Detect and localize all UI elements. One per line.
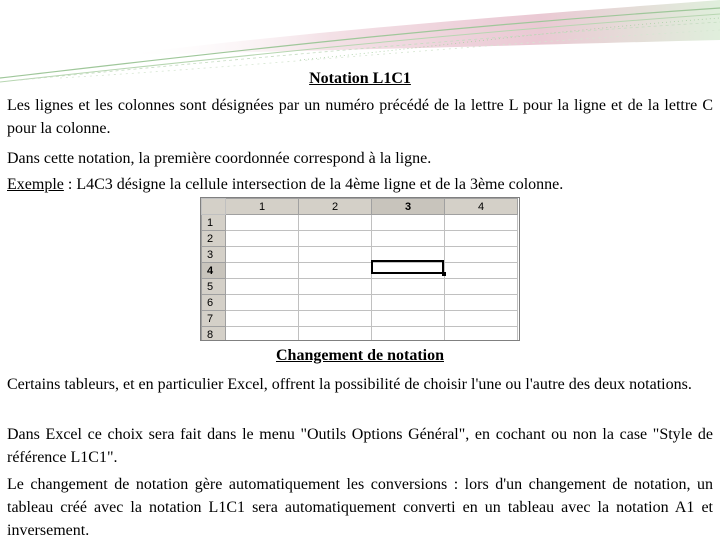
change-paragraph-1: Certains tableurs, et en particulier Excel, offrent la possibilité de choisir l'une ou l'autre des deux notations. xyxy=(7,376,692,393)
cell[interactable] xyxy=(445,231,518,247)
cell[interactable] xyxy=(226,263,299,279)
section-title-notation: Notation L1C1 xyxy=(309,70,411,87)
cell[interactable] xyxy=(445,311,518,327)
cell[interactable] xyxy=(372,279,445,295)
example-paragraph xyxy=(7,173,713,196)
spreadsheet-grid xyxy=(200,197,520,341)
cell[interactable] xyxy=(445,327,518,342)
change-paragraph-2: Dans Excel ce choix sera fait dans le menu "Outils Options Général", en cochant ou non la case "Style de référence L1C1". xyxy=(7,426,713,466)
cell[interactable] xyxy=(445,247,518,263)
example-label: Exemple xyxy=(7,176,64,193)
row-header[interactable]: 5 xyxy=(202,279,226,295)
row-header[interactable]: 7 xyxy=(202,311,226,327)
cell[interactable] xyxy=(226,231,299,247)
row-header[interactable]: 1 xyxy=(202,215,226,231)
column-header[interactable]: 4 xyxy=(445,199,518,215)
active-cell-selection xyxy=(371,260,444,274)
example-text: : L4C3 désigne la cellule intersection de la 4ème ligne et de la 3ème colonne. xyxy=(63,176,564,193)
cell[interactable] xyxy=(299,263,372,279)
cell[interactable] xyxy=(299,247,372,263)
cell[interactable] xyxy=(372,311,445,327)
row-header-active[interactable]: 4 xyxy=(202,263,226,279)
cell[interactable] xyxy=(299,215,372,231)
change-paragraph-3: Le changement de notation gère automatiquement les conversions : lors d'un changement de notation, un tableau créé avec la notation L1C1 sera automatiquement converti en un tableau avec la notation A1 et inversement. xyxy=(7,476,713,539)
spreadsheet-table xyxy=(201,198,518,341)
intro-paragraph-1: Les lignes et les colonnes sont désignées par un numéro précédé de la lettre L pour la ligne et de la lettre C pour la colonne. xyxy=(7,97,713,137)
column-header-active[interactable]: 3 xyxy=(372,199,445,215)
cell[interactable] xyxy=(445,295,518,311)
column-header[interactable]: 1 xyxy=(226,199,299,215)
cell[interactable] xyxy=(372,327,445,342)
cell[interactable] xyxy=(226,311,299,327)
cell[interactable] xyxy=(299,231,372,247)
cell[interactable] xyxy=(226,247,299,263)
cell[interactable] xyxy=(299,311,372,327)
column-header[interactable]: 2 xyxy=(299,199,372,215)
cell[interactable] xyxy=(372,231,445,247)
cell[interactable] xyxy=(445,263,518,279)
section-title-change: Changement de notation xyxy=(275,347,444,364)
row-header[interactable]: 3 xyxy=(202,247,226,263)
cell[interactable] xyxy=(299,327,372,342)
fill-handle[interactable] xyxy=(442,272,446,276)
cell[interactable] xyxy=(299,295,372,311)
cell[interactable] xyxy=(372,295,445,311)
cell[interactable] xyxy=(445,215,518,231)
cell[interactable] xyxy=(445,279,518,295)
cell[interactable] xyxy=(299,279,372,295)
cell[interactable] xyxy=(226,327,299,342)
row-header[interactable]: 2 xyxy=(202,231,226,247)
cell[interactable] xyxy=(226,279,299,295)
corner-cell[interactable] xyxy=(202,199,226,215)
cell[interactable] xyxy=(226,215,299,231)
cell[interactable] xyxy=(226,295,299,311)
row-header[interactable]: 6 xyxy=(202,295,226,311)
intro-paragraph-2: Dans cette notation, la première coordonnée correspond à la ligne. xyxy=(7,150,432,167)
cell[interactable] xyxy=(372,215,445,231)
row-header[interactable]: 8 xyxy=(202,327,226,342)
